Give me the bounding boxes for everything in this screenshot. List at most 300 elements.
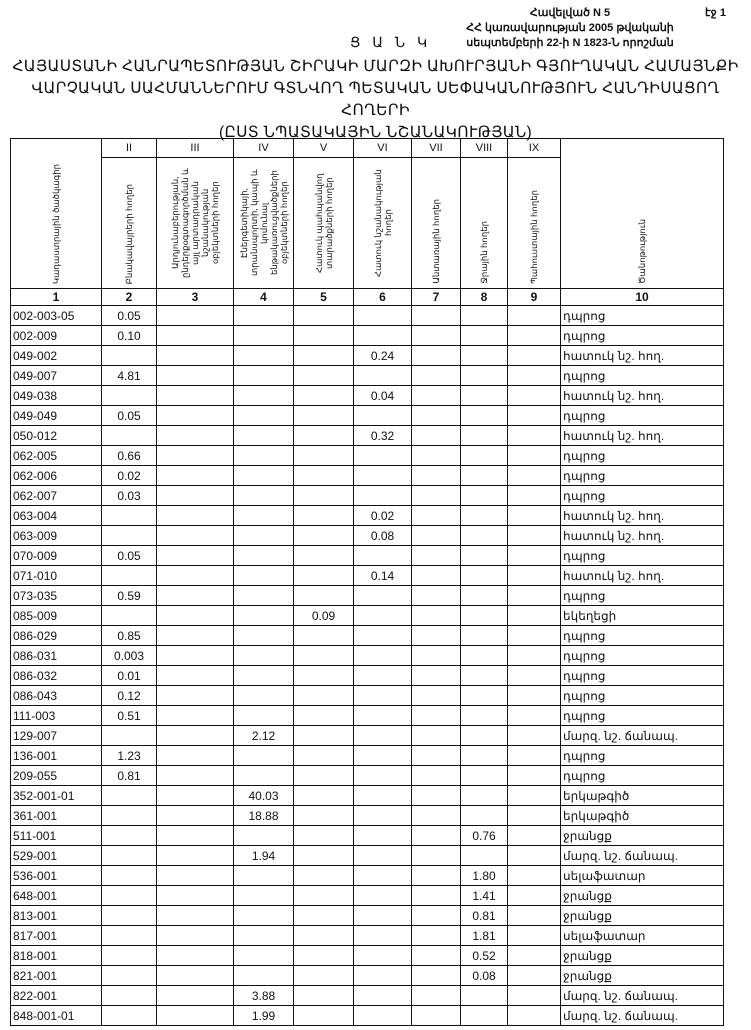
area-value: 0.12 — [102, 686, 157, 706]
note: սելաֆատար — [561, 866, 724, 886]
area-value: 40.03 — [234, 786, 294, 806]
area-value — [508, 926, 561, 946]
area-value — [234, 606, 294, 626]
area-value — [412, 946, 461, 966]
area-value — [412, 726, 461, 746]
area-value: 0.08 — [354, 526, 412, 546]
area-value — [157, 306, 234, 326]
area-value — [102, 386, 157, 406]
area-value — [294, 966, 354, 986]
area-value — [508, 306, 561, 326]
area-value: 0.05 — [102, 406, 157, 426]
area-value: 0.03 — [102, 486, 157, 506]
area-value — [354, 546, 412, 566]
area-value — [354, 926, 412, 946]
header-note — [561, 139, 724, 289]
area-value — [412, 406, 461, 426]
area-value — [234, 446, 294, 466]
table-row — [11, 766, 724, 786]
area-value — [234, 826, 294, 846]
area-value — [157, 586, 234, 606]
area-value — [508, 586, 561, 606]
area-value — [102, 866, 157, 886]
note: դպրոց — [561, 626, 724, 646]
area-value — [412, 626, 461, 646]
area-value — [412, 986, 461, 1006]
area-value — [508, 646, 561, 666]
column-number: 6 — [354, 289, 412, 306]
area-value — [157, 806, 234, 826]
area-value — [157, 766, 234, 786]
area-value — [412, 326, 461, 346]
area-value — [234, 526, 294, 546]
area-value: 0.10 — [102, 326, 157, 346]
area-value — [508, 626, 561, 646]
cadastral-code: 002-003-05 — [11, 306, 102, 326]
area-value — [157, 646, 234, 666]
area-value: 0.04 — [354, 386, 412, 406]
area-value — [508, 706, 561, 726]
area-value — [412, 646, 461, 666]
area-value — [102, 986, 157, 1006]
area-value — [354, 866, 412, 886]
table-row — [11, 686, 724, 706]
area-value — [157, 726, 234, 746]
area-value — [508, 1006, 561, 1026]
area-value — [157, 526, 234, 546]
area-value — [508, 906, 561, 926]
cadastral-code: 511-001 — [11, 826, 102, 846]
area-value — [157, 386, 234, 406]
area-value — [157, 406, 234, 426]
area-value: 3.88 — [234, 986, 294, 1006]
area-value — [412, 686, 461, 706]
area-value — [412, 866, 461, 886]
area-value — [234, 466, 294, 486]
area-value — [412, 546, 461, 566]
area-value — [461, 446, 508, 466]
note: ջրանցք — [561, 886, 724, 906]
area-value — [461, 386, 508, 406]
area-value — [294, 726, 354, 746]
table-row — [11, 826, 724, 846]
note: հատուկ նշ. հող. — [561, 566, 724, 586]
area-value — [157, 686, 234, 706]
area-value: 0.52 — [461, 946, 508, 966]
area-value: 0.003 — [102, 646, 157, 666]
area-value — [412, 346, 461, 366]
note: հատուկ նշ. հող. — [561, 426, 724, 446]
column-number: 2 — [102, 289, 157, 306]
area-value — [412, 826, 461, 846]
area-value — [508, 726, 561, 746]
area-value — [157, 906, 234, 926]
area-value: 1.81 — [461, 926, 508, 946]
area-value — [294, 386, 354, 406]
cadastral-code: 062-007 — [11, 486, 102, 506]
area-value — [461, 366, 508, 386]
note: դպրոց — [561, 406, 724, 426]
note: մարզ. նշ. ճանապ. — [561, 726, 724, 746]
area-value — [412, 926, 461, 946]
table-row — [11, 986, 724, 1006]
column-number: 3 — [157, 289, 234, 306]
cadastral-code: 049-002 — [11, 346, 102, 366]
cadastral-code: 529-001 — [11, 846, 102, 866]
area-value — [508, 966, 561, 986]
cadastral-code: 049-049 — [11, 406, 102, 426]
area-value — [461, 306, 508, 326]
area-value: 1.94 — [234, 846, 294, 866]
area-value — [508, 486, 561, 506]
area-value — [234, 306, 294, 326]
area-value — [461, 766, 508, 786]
table-row — [11, 806, 724, 826]
area-value — [461, 606, 508, 626]
area-value — [294, 326, 354, 346]
table-row — [11, 506, 724, 526]
area-value — [412, 606, 461, 626]
table-row — [11, 846, 724, 866]
annex-line: ՀՀ կառավարության 2005 թվականի — [466, 22, 674, 34]
cadastral-code: 086-029 — [11, 626, 102, 646]
header-label: Պահուստային հողեր — [529, 190, 539, 284]
area-value — [102, 966, 157, 986]
area-value: 0.05 — [102, 546, 157, 566]
note: եկեղեցի — [561, 606, 724, 626]
area-value — [412, 706, 461, 726]
area-value — [412, 966, 461, 986]
roman-numeral: VIII — [461, 139, 508, 158]
area-value — [157, 866, 234, 886]
area-value — [157, 626, 234, 646]
roman-numeral: IX — [508, 139, 561, 158]
area-value — [294, 346, 354, 366]
area-value — [294, 366, 354, 386]
area-value — [508, 386, 561, 406]
note: մարզ. նշ. ճանապ. — [561, 1006, 724, 1026]
column-number: 4 — [234, 289, 294, 306]
header-label: Ջրային հողեր — [479, 221, 489, 284]
area-value — [412, 746, 461, 766]
area-value — [508, 766, 561, 786]
column-number: 7 — [412, 289, 461, 306]
area-value — [354, 606, 412, 626]
annex-reference — [455, 6, 685, 51]
note: ջրանցք — [561, 826, 724, 846]
note: հատուկ նշ. հող. — [561, 386, 724, 406]
area-value — [461, 846, 508, 866]
heading-line: ՎԱՐՉԱԿԱՆ ՍԱՀՄԱՆՆԵՐՈՒՄ ԳՏՆՎՈՂ ՊԵՏԱԿԱՆ ՍԵՓԱԿԱՆՈՒԹՅՈՒՆ ՀԱՆԴԻՍԱՑՈՂ ՀՈՂԵՐԻ — [31, 80, 720, 119]
area-value — [234, 506, 294, 526]
cadastral-code: 086-031 — [11, 646, 102, 666]
area-value — [294, 546, 354, 566]
area-value — [461, 406, 508, 426]
area-value — [461, 586, 508, 606]
area-value — [508, 566, 561, 586]
area-value — [102, 926, 157, 946]
area-value — [157, 786, 234, 806]
area-value — [294, 1006, 354, 1026]
note: դպրոց — [561, 586, 724, 606]
area-value — [508, 746, 561, 766]
table-row — [11, 326, 724, 346]
column-number: 1 — [11, 289, 102, 306]
header-label: Հատուկ նշանակության հողեր — [372, 169, 393, 277]
area-value — [508, 846, 561, 866]
cadastral-code: 648-001 — [11, 886, 102, 906]
area-value — [294, 626, 354, 646]
cadastral-code: 002-009 — [11, 326, 102, 346]
area-value — [157, 486, 234, 506]
area-value: 0.85 — [102, 626, 157, 646]
area-value — [234, 406, 294, 426]
cadastral-code: 821-001 — [11, 966, 102, 986]
area-value — [157, 666, 234, 686]
document-title: Ց Ա Ն Կ — [350, 34, 432, 50]
area-value — [354, 486, 412, 506]
cadastral-code: 536-001 — [11, 866, 102, 886]
area-value — [354, 466, 412, 486]
area-value — [294, 566, 354, 586]
table-row — [11, 966, 724, 986]
note: դպրոց — [561, 746, 724, 766]
table-row — [11, 866, 724, 886]
area-value — [234, 666, 294, 686]
area-value — [234, 926, 294, 946]
land-table — [10, 138, 724, 1026]
cadastral-code: 063-004 — [11, 506, 102, 526]
area-value — [157, 1006, 234, 1026]
area-value — [294, 846, 354, 866]
area-value — [102, 826, 157, 846]
area-value — [461, 786, 508, 806]
document-heading — [0, 56, 751, 144]
area-value: 0.09 — [294, 606, 354, 626]
table-row — [11, 926, 724, 946]
area-value — [294, 406, 354, 426]
header-label: Ծանոթություն — [637, 219, 647, 284]
area-value — [461, 706, 508, 726]
header-category — [102, 158, 157, 289]
area-value — [354, 746, 412, 766]
area-value — [412, 666, 461, 686]
area-value — [508, 826, 561, 846]
cadastral-code: 050-012 — [11, 426, 102, 446]
area-value: 4.81 — [102, 366, 157, 386]
note: դպրոց — [561, 646, 724, 666]
area-value — [234, 946, 294, 966]
area-value — [234, 766, 294, 786]
cadastral-code: 352-001-01 — [11, 786, 102, 806]
area-value — [354, 686, 412, 706]
area-value — [354, 666, 412, 686]
header-label: Կադաստրային ծածկագիր — [51, 163, 61, 284]
cadastral-code: 813-001 — [11, 906, 102, 926]
area-value — [294, 686, 354, 706]
area-value — [234, 746, 294, 766]
cadastral-code: 818-001 — [11, 946, 102, 966]
area-value — [412, 886, 461, 906]
area-value — [412, 786, 461, 806]
area-value — [234, 866, 294, 886]
area-value — [461, 466, 508, 486]
area-value — [461, 1006, 508, 1026]
area-value — [157, 566, 234, 586]
note: մարզ. նշ. ճանապ. — [561, 986, 724, 1006]
cadastral-code: 086-043 — [11, 686, 102, 706]
area-value — [157, 346, 234, 366]
table-row — [11, 466, 724, 486]
column-number: 10 — [561, 289, 724, 306]
area-value — [354, 446, 412, 466]
area-value — [508, 866, 561, 886]
cadastral-code: 049-007 — [11, 366, 102, 386]
note: հատուկ նշ. հող. — [561, 526, 724, 546]
note: երկաթգիծ — [561, 806, 724, 826]
roman-numeral: V — [294, 139, 354, 158]
area-value — [354, 646, 412, 666]
cadastral-code: 086-032 — [11, 666, 102, 686]
area-value — [461, 546, 508, 566]
area-value — [354, 846, 412, 866]
area-value — [461, 526, 508, 546]
cadastral-code: 062-005 — [11, 446, 102, 466]
cadastral-code: 073-035 — [11, 586, 102, 606]
area-value — [102, 886, 157, 906]
area-value — [354, 906, 412, 926]
area-value — [354, 726, 412, 746]
area-value: 0.51 — [102, 706, 157, 726]
note: մարզ. նշ. ճանապ. — [561, 846, 724, 866]
area-value: 0.02 — [102, 466, 157, 486]
header-category — [157, 158, 234, 289]
area-value — [508, 426, 561, 446]
area-value — [354, 826, 412, 846]
area-value — [508, 446, 561, 466]
area-value — [508, 506, 561, 526]
area-value: 2.12 — [234, 726, 294, 746]
area-value — [354, 946, 412, 966]
area-value — [294, 666, 354, 686]
table-row — [11, 746, 724, 766]
area-value — [157, 366, 234, 386]
area-value — [102, 846, 157, 866]
note: հատուկ նշ. հող. — [561, 346, 724, 366]
area-value — [102, 946, 157, 966]
roman-numeral: II — [102, 139, 157, 158]
area-value — [461, 806, 508, 826]
area-value — [294, 986, 354, 1006]
note: դպրոց — [561, 366, 724, 386]
area-value — [157, 746, 234, 766]
area-value: 1.41 — [461, 886, 508, 906]
area-value — [157, 946, 234, 966]
header-label: Էներգետիկայի, տրանսպորտի, կապի և կոմունալ ենթակառուցվածքների օբյեկտների հողեր — [238, 169, 289, 277]
area-value — [412, 446, 461, 466]
area-value — [354, 806, 412, 826]
note: դպրոց — [561, 666, 724, 686]
area-value — [412, 846, 461, 866]
table-row — [11, 386, 724, 406]
area-value — [508, 666, 561, 686]
cadastral-code: 209-055 — [11, 766, 102, 786]
area-value — [461, 566, 508, 586]
cadastral-code: 062-006 — [11, 466, 102, 486]
note: դպրոց — [561, 466, 724, 486]
header-category — [354, 158, 412, 289]
area-value — [102, 906, 157, 926]
table-row — [11, 486, 724, 506]
area-value — [102, 606, 157, 626]
area-value — [354, 706, 412, 726]
area-value — [294, 306, 354, 326]
area-value: 1.99 — [234, 1006, 294, 1026]
area-value: 0.02 — [354, 506, 412, 526]
column-number-row — [11, 289, 724, 306]
area-value — [294, 526, 354, 546]
area-value — [294, 426, 354, 446]
cadastral-code: 848-001-01 — [11, 1006, 102, 1026]
table-row — [11, 606, 724, 626]
area-value — [294, 766, 354, 786]
area-value — [157, 986, 234, 1006]
header-label: Անտառային հողեր — [431, 199, 441, 284]
table-row — [11, 726, 724, 746]
area-value — [234, 626, 294, 646]
column-number: 9 — [508, 289, 561, 306]
area-value: 0.01 — [102, 666, 157, 686]
area-value — [461, 686, 508, 706]
area-value — [234, 646, 294, 666]
table-row — [11, 446, 724, 466]
area-value — [412, 566, 461, 586]
area-value — [508, 326, 561, 346]
cadastral-code: 085-009 — [11, 606, 102, 626]
area-value — [294, 646, 354, 666]
area-value — [102, 506, 157, 526]
table-row — [11, 646, 724, 666]
table-row — [11, 406, 724, 426]
header-label: Հատուկ պահպանվող տարածքների հողեր — [313, 173, 334, 273]
area-value — [508, 466, 561, 486]
area-value — [461, 486, 508, 506]
note: հատուկ նշ. հող. — [561, 506, 724, 526]
area-value — [412, 586, 461, 606]
table-row — [11, 306, 724, 326]
area-value — [354, 966, 412, 986]
area-value — [412, 486, 461, 506]
cadastral-code: 136-001 — [11, 746, 102, 766]
note: դպրոց — [561, 686, 724, 706]
area-value — [412, 306, 461, 326]
area-value — [234, 426, 294, 446]
area-value — [157, 966, 234, 986]
area-value — [412, 506, 461, 526]
area-value — [412, 366, 461, 386]
area-value — [234, 486, 294, 506]
area-value: 1.23 — [102, 746, 157, 766]
area-value — [412, 1006, 461, 1026]
note: սելաֆատար — [561, 926, 724, 946]
note: երկաթգիծ — [561, 786, 724, 806]
area-value — [157, 546, 234, 566]
cadastral-code: 822-001 — [11, 986, 102, 1006]
area-value — [508, 686, 561, 706]
area-value — [412, 766, 461, 786]
area-value — [461, 326, 508, 346]
note: դպրոց — [561, 306, 724, 326]
